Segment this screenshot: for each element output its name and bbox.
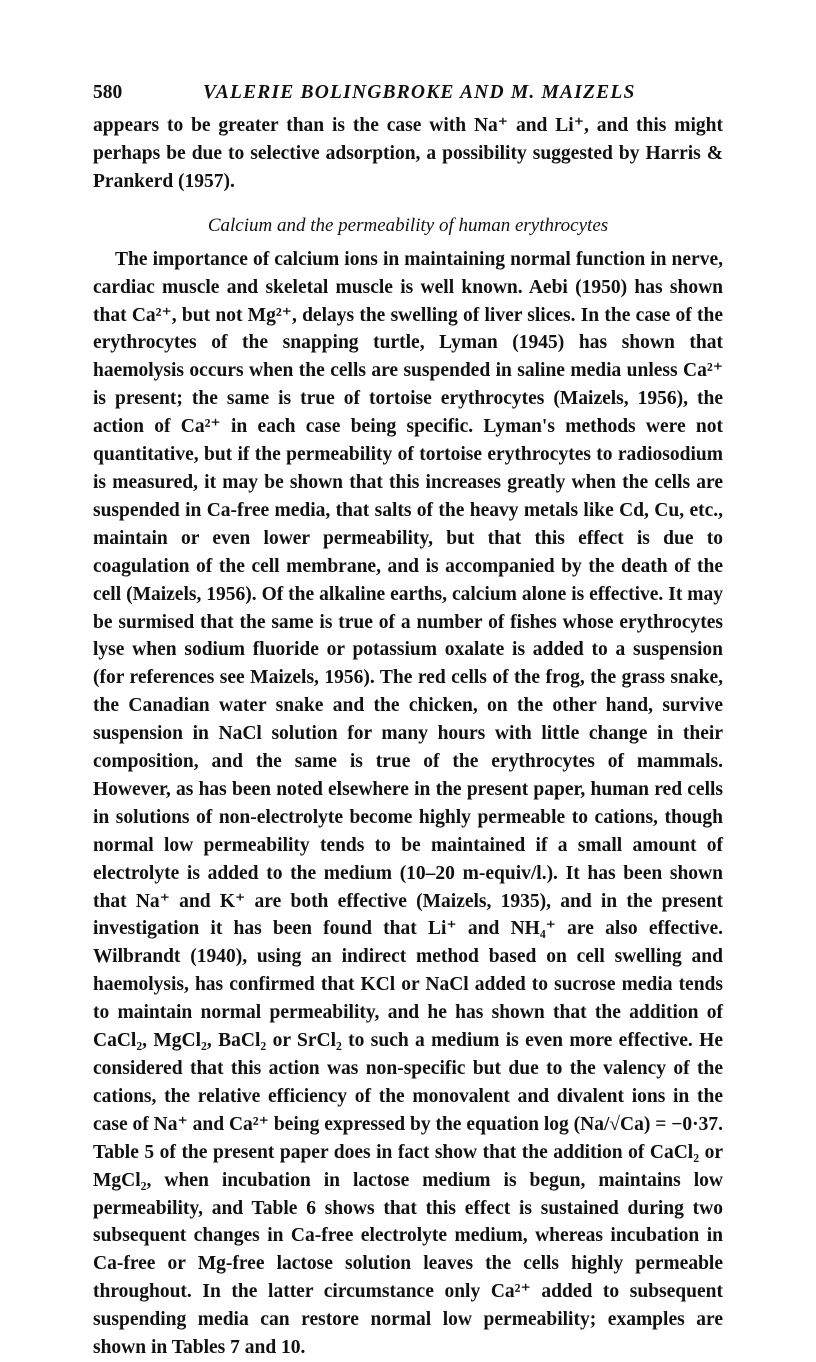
running-header xyxy=(93,80,723,106)
main-paragraph: The importance of calcium ions in maintaining normal function in nerve, cardiac muscle and skeletal muscle is well known. Aebi (1950) has shown that Ca²⁺, but not Mg²⁺, delays the swelling of liver slices. In the case of the erythrocytes of the snapping turtle, Lyman (1945) has shown that haemolysis occurs when the cells are suspended in saline media unless Ca²⁺ is present; the same is true of tortoise erythrocytes (Maizels, 1956), the action of Ca²⁺ in each case being specific. Lyman's methods were not quantitative, but if the permeability of tortoise erythrocytes to radiosodium is measured, it may be shown that this increases greatly when the cells are suspended in Ca-free media, that salts of the heavy metals like Cd, Cu, etc., maintain or even lower permeability, but that this effect is due to coagulation of the cell membrane, and is accompanied by the death of the cell (Maizels, 1956). Of the alkaline earths, calcium alone is effective. It may be surmised that the same is true of a number of fishes whose erythrocytes lyse when sodium fluoride or potassium oxalate is added to a suspension (for references see Maizels, 1956). The red cells of the frog, the grass snake, the Canadian water snake and the chicken, on the other hand, survive suspension in NaCl solution for many hours with little change in their composition, and the same is true of the erythrocytes of mammals. However, as has been noted elsewhere in the present paper, human red cells in solutions of non-electrolyte become highly permeable to cations, though normal low permeability tends to be maintained if a small amount of electrolyte is added to the medium (10–20 m-equiv/l.). It has been shown that Na⁺ and K⁺ are both effective (Maizels, 1935), and in the present investigation it has been found that Li⁺ and NH₄⁺ are also effective. Wilbrandt (1940), using an indirect method based on cell swelling and haemolysis, has confirmed that KCl or NaCl added to sucrose media tends to maintain normal permeability, and he has shown that the addition of CaCl₂, MgCl₂, BaCl₂ or SrCl₂ to such a medium is even more effective. He considered that this action was non-specific but due to the valency of the cations, the relative efficiency of the monovalent and divalent ions in the case of Na⁺ and Ca²⁺ being expressed by the equation log (Na/√Ca) = −0·37. Table 5 of the present paper does in fact show that the addition of CaCl₂ or MgCl₂, when incubation in lactose medium is begun, maintains low permeability, and Table 6 shows that this effect is sustained during two subsequent changes in Ca-free electrolyte medium, whereas incubation in Ca-free or Mg-free lactose solution leaves the cells highly permeable throughout. In the latter circumstance only Ca²⁺ added to subsequent suspending media can restore normal low permeability; examples are shown in Tables 7 and 10. xyxy=(93,248,723,1359)
continuation-paragraph: appears to be greater than is the case with Na⁺ and Li⁺, and this might perhaps be due to selective adsorption, a possibility suggested by Harris & Prankerd (1957). xyxy=(93,115,723,192)
section-heading: Calcium and the permeability of human erythrocytes xyxy=(207,214,609,236)
running-title: VALERIE BOLINGBROKE AND M. MAIZELS xyxy=(203,82,636,103)
page xyxy=(93,80,723,1362)
page-number: 580 xyxy=(93,82,123,103)
